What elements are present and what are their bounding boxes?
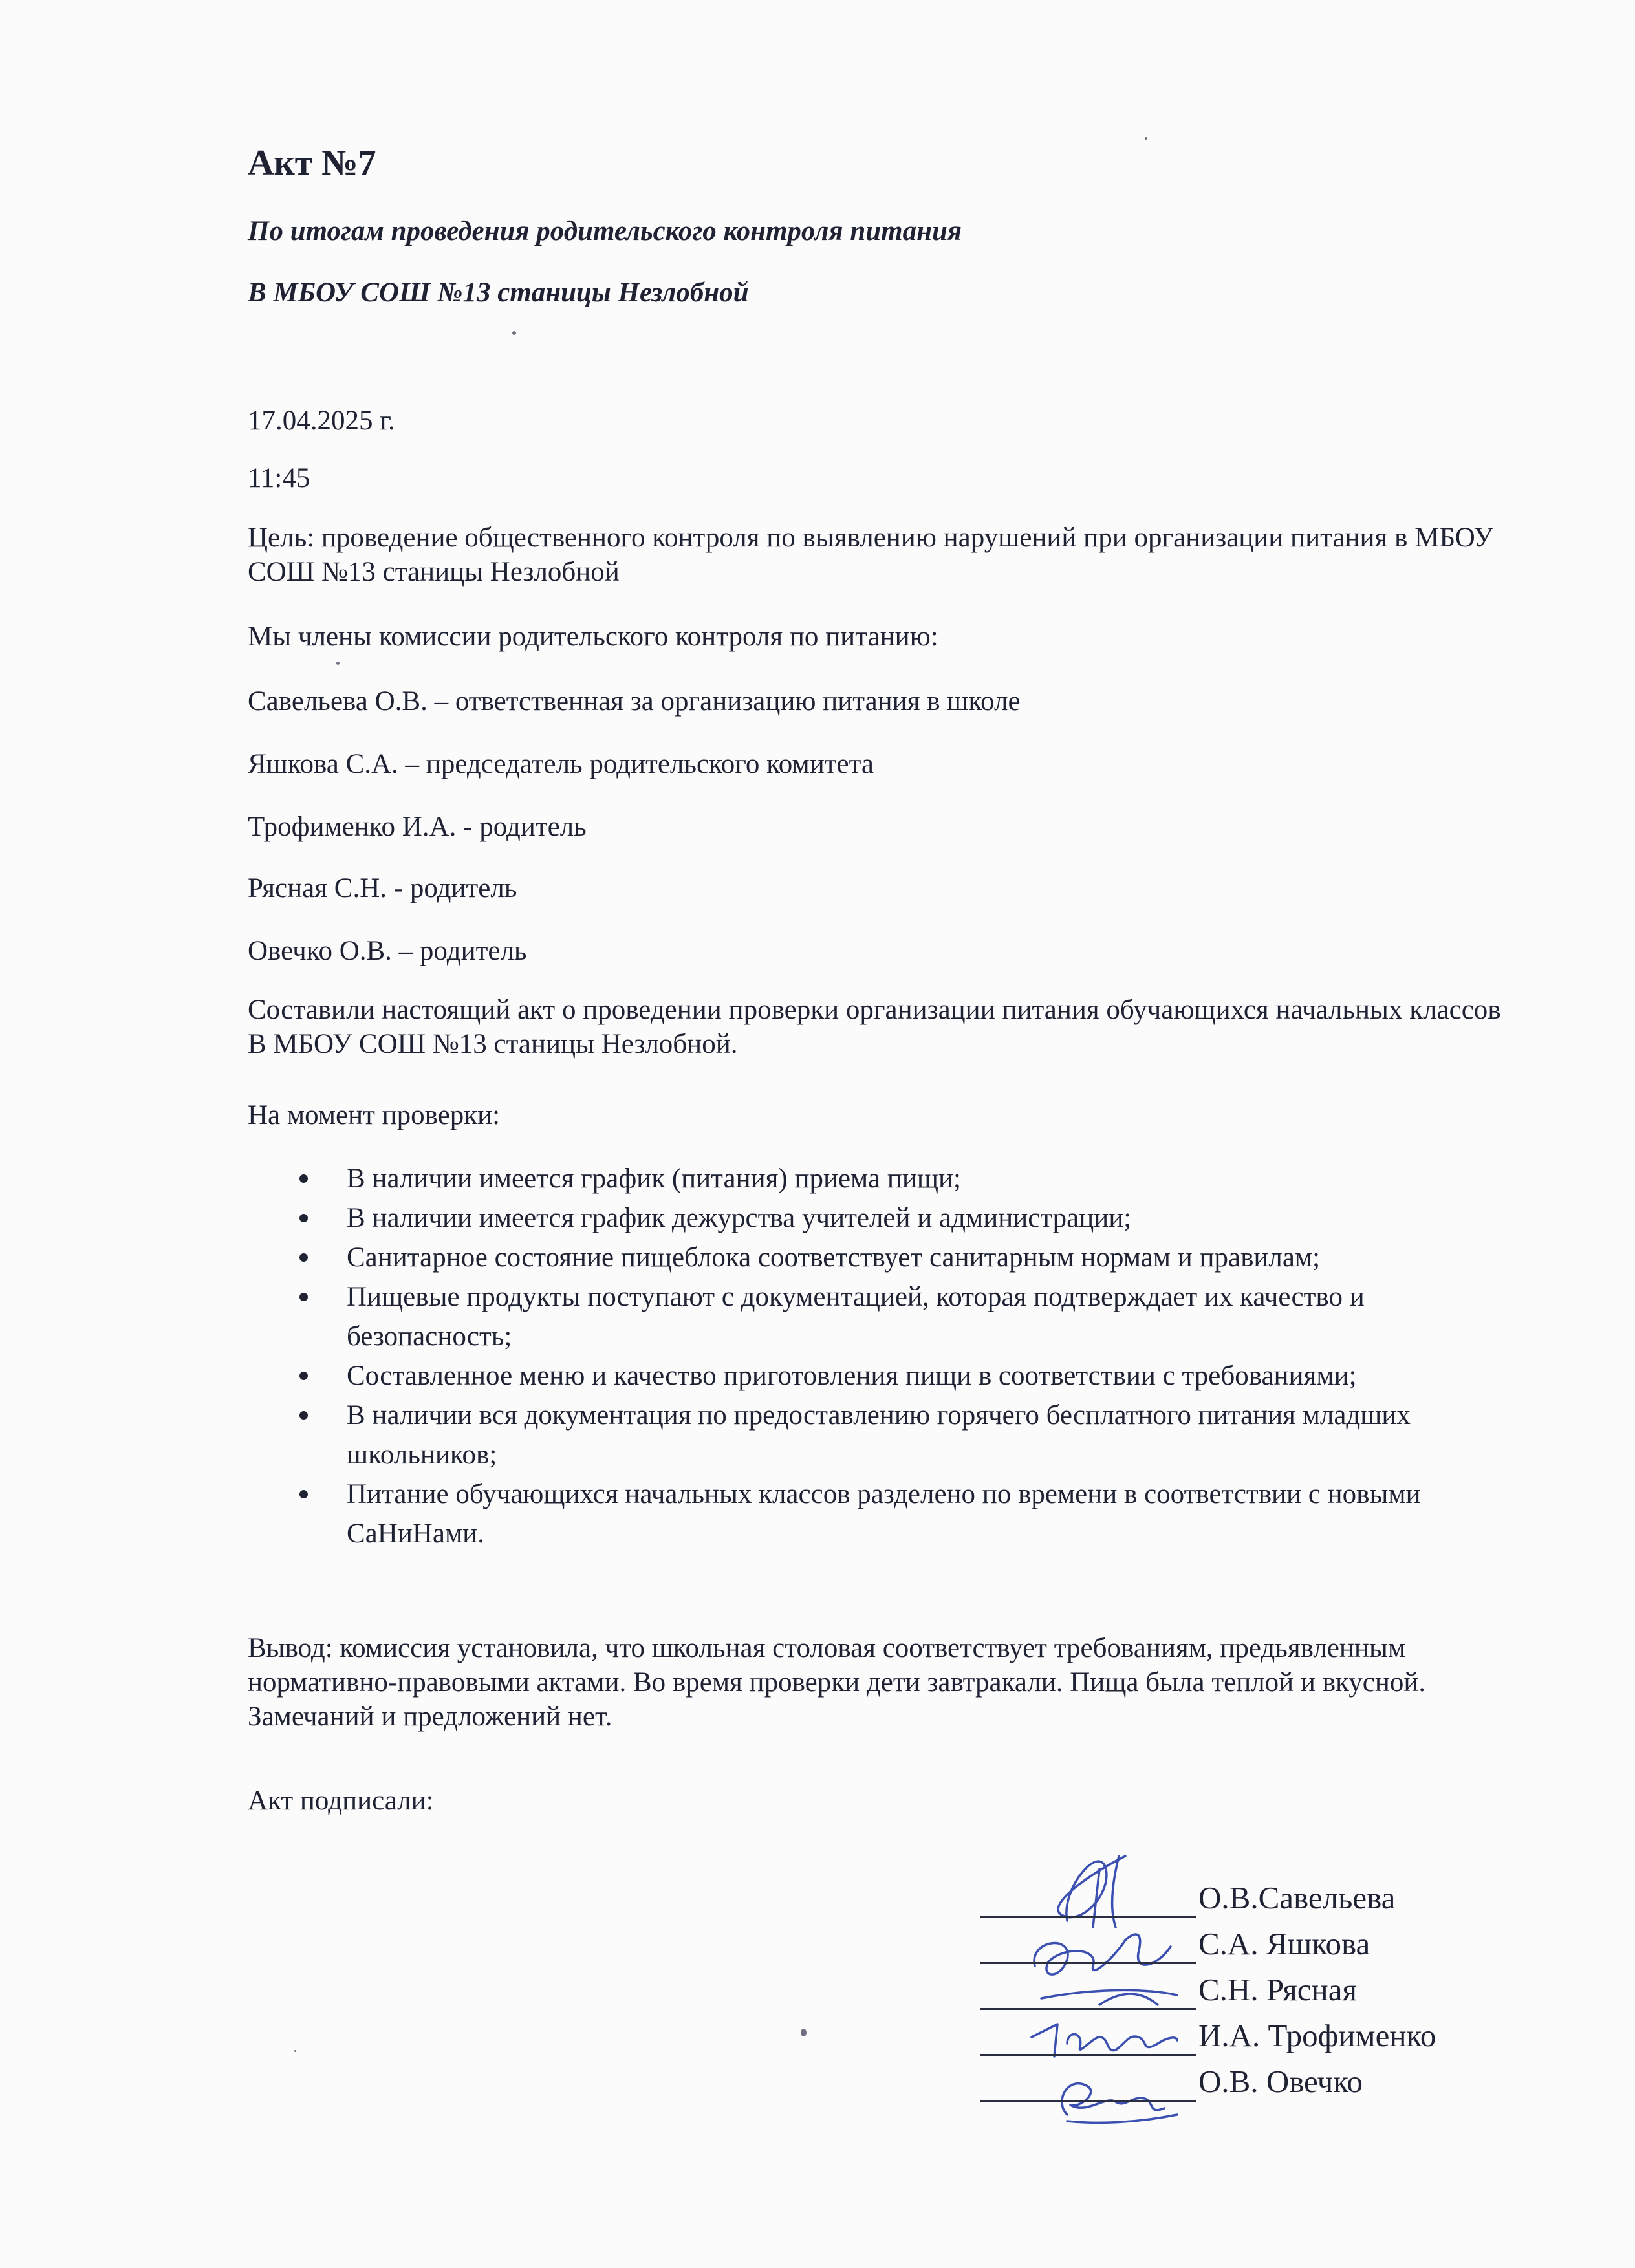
- finding-text: В наличии имеется график (питания) приема пищи;: [347, 1163, 961, 1194]
- finding-text: Пищевые продукты поступают с документацией, которая подтверждает их качество и безопасность;: [347, 1282, 1365, 1352]
- signature-line: [980, 2100, 1196, 2102]
- signature-ryasnaya: [1041, 1990, 1177, 2005]
- document-subtitle-line-2: В МБОУ СОШ №13 станицы Незлобной: [248, 277, 749, 308]
- signatory-name: С.Н. Рясная: [1198, 1972, 1357, 2007]
- finding-item: [248, 1159, 1509, 1198]
- document-subtitle-line-1: По итогам проведения родительского контроля питания: [248, 216, 962, 246]
- document-date: 17.04.2025 г.: [248, 405, 395, 436]
- signature-trofimenko: [1032, 2024, 1177, 2057]
- signed-heading: Акт подписали:: [248, 1786, 434, 1816]
- member-item: Овечко О.В. – родитель: [248, 936, 527, 966]
- signature-line: [980, 2054, 1196, 2056]
- signatory-name: И.А. Трофименко: [1198, 2018, 1436, 2053]
- findings-list: [248, 1159, 1509, 1553]
- bullet-icon: [299, 1372, 308, 1380]
- member-item: Рясная С.Н. - родитель: [248, 873, 517, 903]
- scan-speck: [294, 2050, 296, 2052]
- scan-speck: [1145, 137, 1147, 140]
- finding-item: [248, 1474, 1509, 1553]
- scan-speck: [336, 662, 340, 665]
- bullet-icon: [299, 1253, 308, 1262]
- signatory-name: О.В.Савельева: [1198, 1880, 1396, 1916]
- member-item: Трофименко И.А. - родитель: [248, 812, 587, 842]
- scan-speck: [801, 2029, 807, 2036]
- signature-ovechko: [1062, 2084, 1177, 2123]
- signature-line: [980, 1916, 1196, 1918]
- finding-item: [248, 1356, 1509, 1396]
- finding-text: Питание обучающихся начальных классов разделено по времени в соответствии с новыми СаНиНами.: [347, 1479, 1421, 1549]
- members-intro: Мы члены комиссии родительского контроля по питанию:: [248, 621, 938, 652]
- document-title: Акт №7: [248, 143, 376, 183]
- finding-item: [248, 1198, 1509, 1238]
- finding-item: [248, 1238, 1509, 1277]
- bullet-icon: [299, 1490, 308, 1498]
- finding-text: В наличии вся документация по предоставлению горячего бесплатного питания младших школьников;: [347, 1400, 1411, 1470]
- document-time: 11:45: [248, 463, 310, 493]
- signatures-image: [970, 1830, 1229, 2141]
- bullet-icon: [299, 1411, 308, 1420]
- compiled-paragraph: Составили настоящий акт о проведении проверки организации питания обучающихся начальных классов В МБОУ СОШ №13 станицы Незлобной.: [248, 995, 1501, 1059]
- conclusion-paragraph: Вывод: комиссия установила, что школьная столовая соответствует требованиям, предьявленным нормативно-правовыми актами. Во время проверки дети завтракали. Пища была теплой и вкусной. Замечаний и предложений нет.: [248, 1633, 1426, 1732]
- signature-line: [980, 1962, 1196, 1964]
- signature-line: [980, 2008, 1196, 2010]
- member-item: Яшкова С.А. – председатель родительского комитета: [248, 749, 874, 779]
- signature-yashkova: [1034, 1934, 1171, 1974]
- at-check-heading: На момент проверки:: [248, 1100, 501, 1130]
- bullet-icon: [299, 1174, 308, 1183]
- finding-text: В наличии имеется график дежурства учителей и администрации;: [347, 1203, 1132, 1233]
- bullet-icon: [299, 1214, 308, 1222]
- goal-paragraph: Цель: проведение общественного контроля по выявлению нарушений при организации питания в МБОУ СОШ №13 станицы Незлобной: [248, 523, 1493, 587]
- member-item: Савельева О.В. – ответственная за организацию питания в школе: [248, 686, 1021, 717]
- finding-item: [248, 1277, 1509, 1356]
- signatory-name: О.В. Овечко: [1198, 2064, 1363, 2099]
- scan-speck: [512, 331, 516, 335]
- finding-text: Санитарное состояние пищеблока соответствует санитарным нормам и правилам;: [347, 1242, 1321, 1273]
- finding-text: Составленное меню и качество приготовления пищи в соответствии с требованиями;: [347, 1361, 1357, 1391]
- bullet-icon: [299, 1293, 308, 1301]
- signatory-name: С.А. Яшкова: [1198, 1926, 1370, 1961]
- finding-item: [248, 1396, 1509, 1474]
